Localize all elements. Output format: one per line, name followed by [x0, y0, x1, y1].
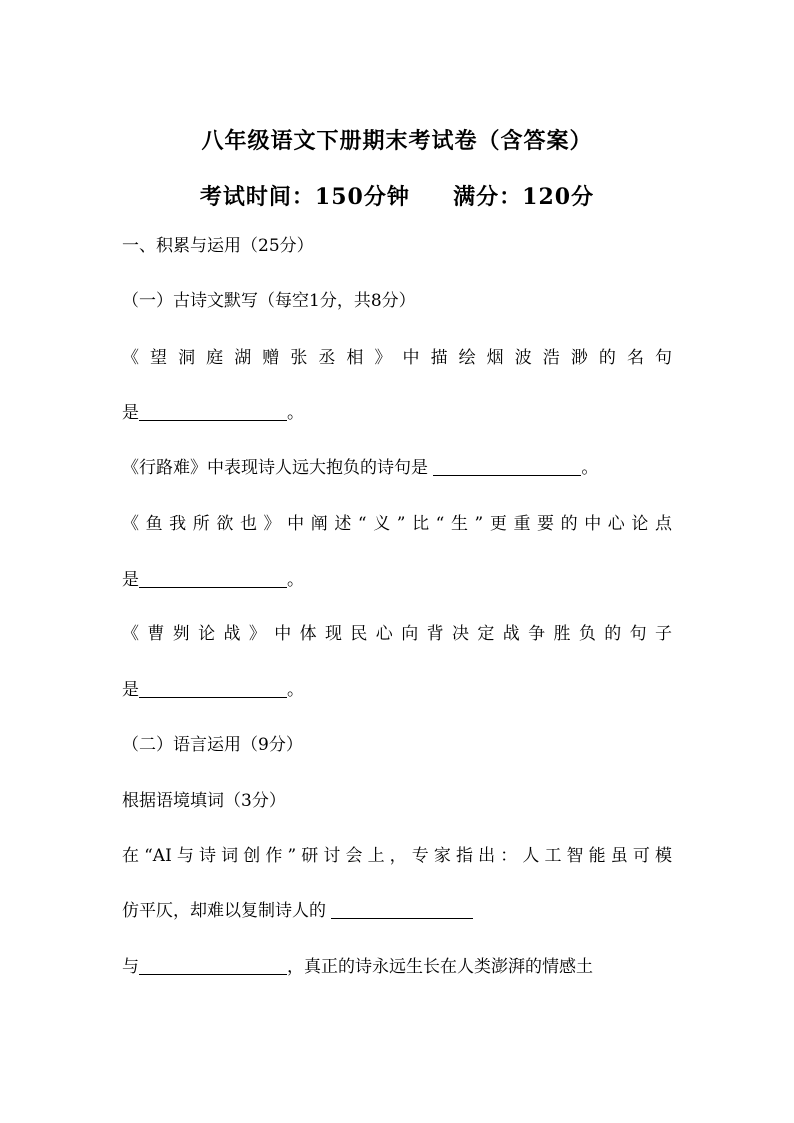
answer-blank[interactable]	[331, 900, 473, 919]
exam-time: 考试时间：150分钟	[199, 184, 410, 210]
question-5-line2-text: 仿平仄，却难以复制诗人的	[122, 901, 326, 921]
question-1-suffix: 。	[287, 403, 304, 423]
exam-subtitle	[0, 180, 794, 211]
question-3-tail	[122, 568, 304, 592]
question-2-text: 《行路难》中表现诗人远大抱负的诗句是	[122, 458, 428, 478]
answer-blank[interactable]	[139, 956, 287, 975]
answer-blank[interactable]	[139, 402, 287, 421]
question-5-line3-suffix: ，真正的诗永远生长在人类澎湃的情感土	[287, 957, 593, 977]
question-3-prefix: 是	[122, 570, 139, 590]
part1-heading: （一）古诗文默写（每空1分，共8分）	[122, 291, 416, 311]
answer-blank[interactable]	[139, 679, 287, 698]
answer-blank[interactable]	[139, 569, 287, 588]
question-5-line2	[122, 899, 473, 923]
question-2-suffix: 。	[581, 458, 599, 478]
part2-heading: （二）语言运用（9分）	[122, 735, 303, 755]
question-5-line3	[122, 955, 593, 979]
question-1-text: 《望洞庭湖赠张丞相》中描绘烟波浩渺的名句	[122, 348, 672, 368]
question-1-prefix: 是	[122, 403, 139, 423]
question-4-suffix: 。	[287, 680, 304, 700]
question-1-tail	[122, 401, 304, 425]
question-2	[122, 456, 598, 480]
question-4-text: 《曹刿论战》中体现民心向背决定战争胜负的句子	[122, 624, 672, 644]
question-5-line1: 在“AI与诗词创作”研讨会上，专家指出：人工智能虽可模	[122, 846, 672, 866]
question-4-tail	[122, 678, 304, 702]
question-4-prefix: 是	[122, 680, 139, 700]
exam-full-score: 满分：120分	[453, 184, 595, 210]
section-heading: 一、积累与运用（25分）	[122, 236, 314, 256]
question-5-line3-prefix: 与	[122, 957, 139, 977]
question-5-heading: 根据语境填词（3分）	[122, 791, 286, 811]
answer-blank[interactable]	[433, 457, 581, 476]
exam-title: 八年级语文下册期末考试卷（含答案）	[201, 128, 593, 154]
question-3-suffix: 。	[287, 570, 304, 590]
question-3-text: 《鱼我所欲也》中阐述“义”比“生”更重要的中心论点	[122, 514, 672, 534]
